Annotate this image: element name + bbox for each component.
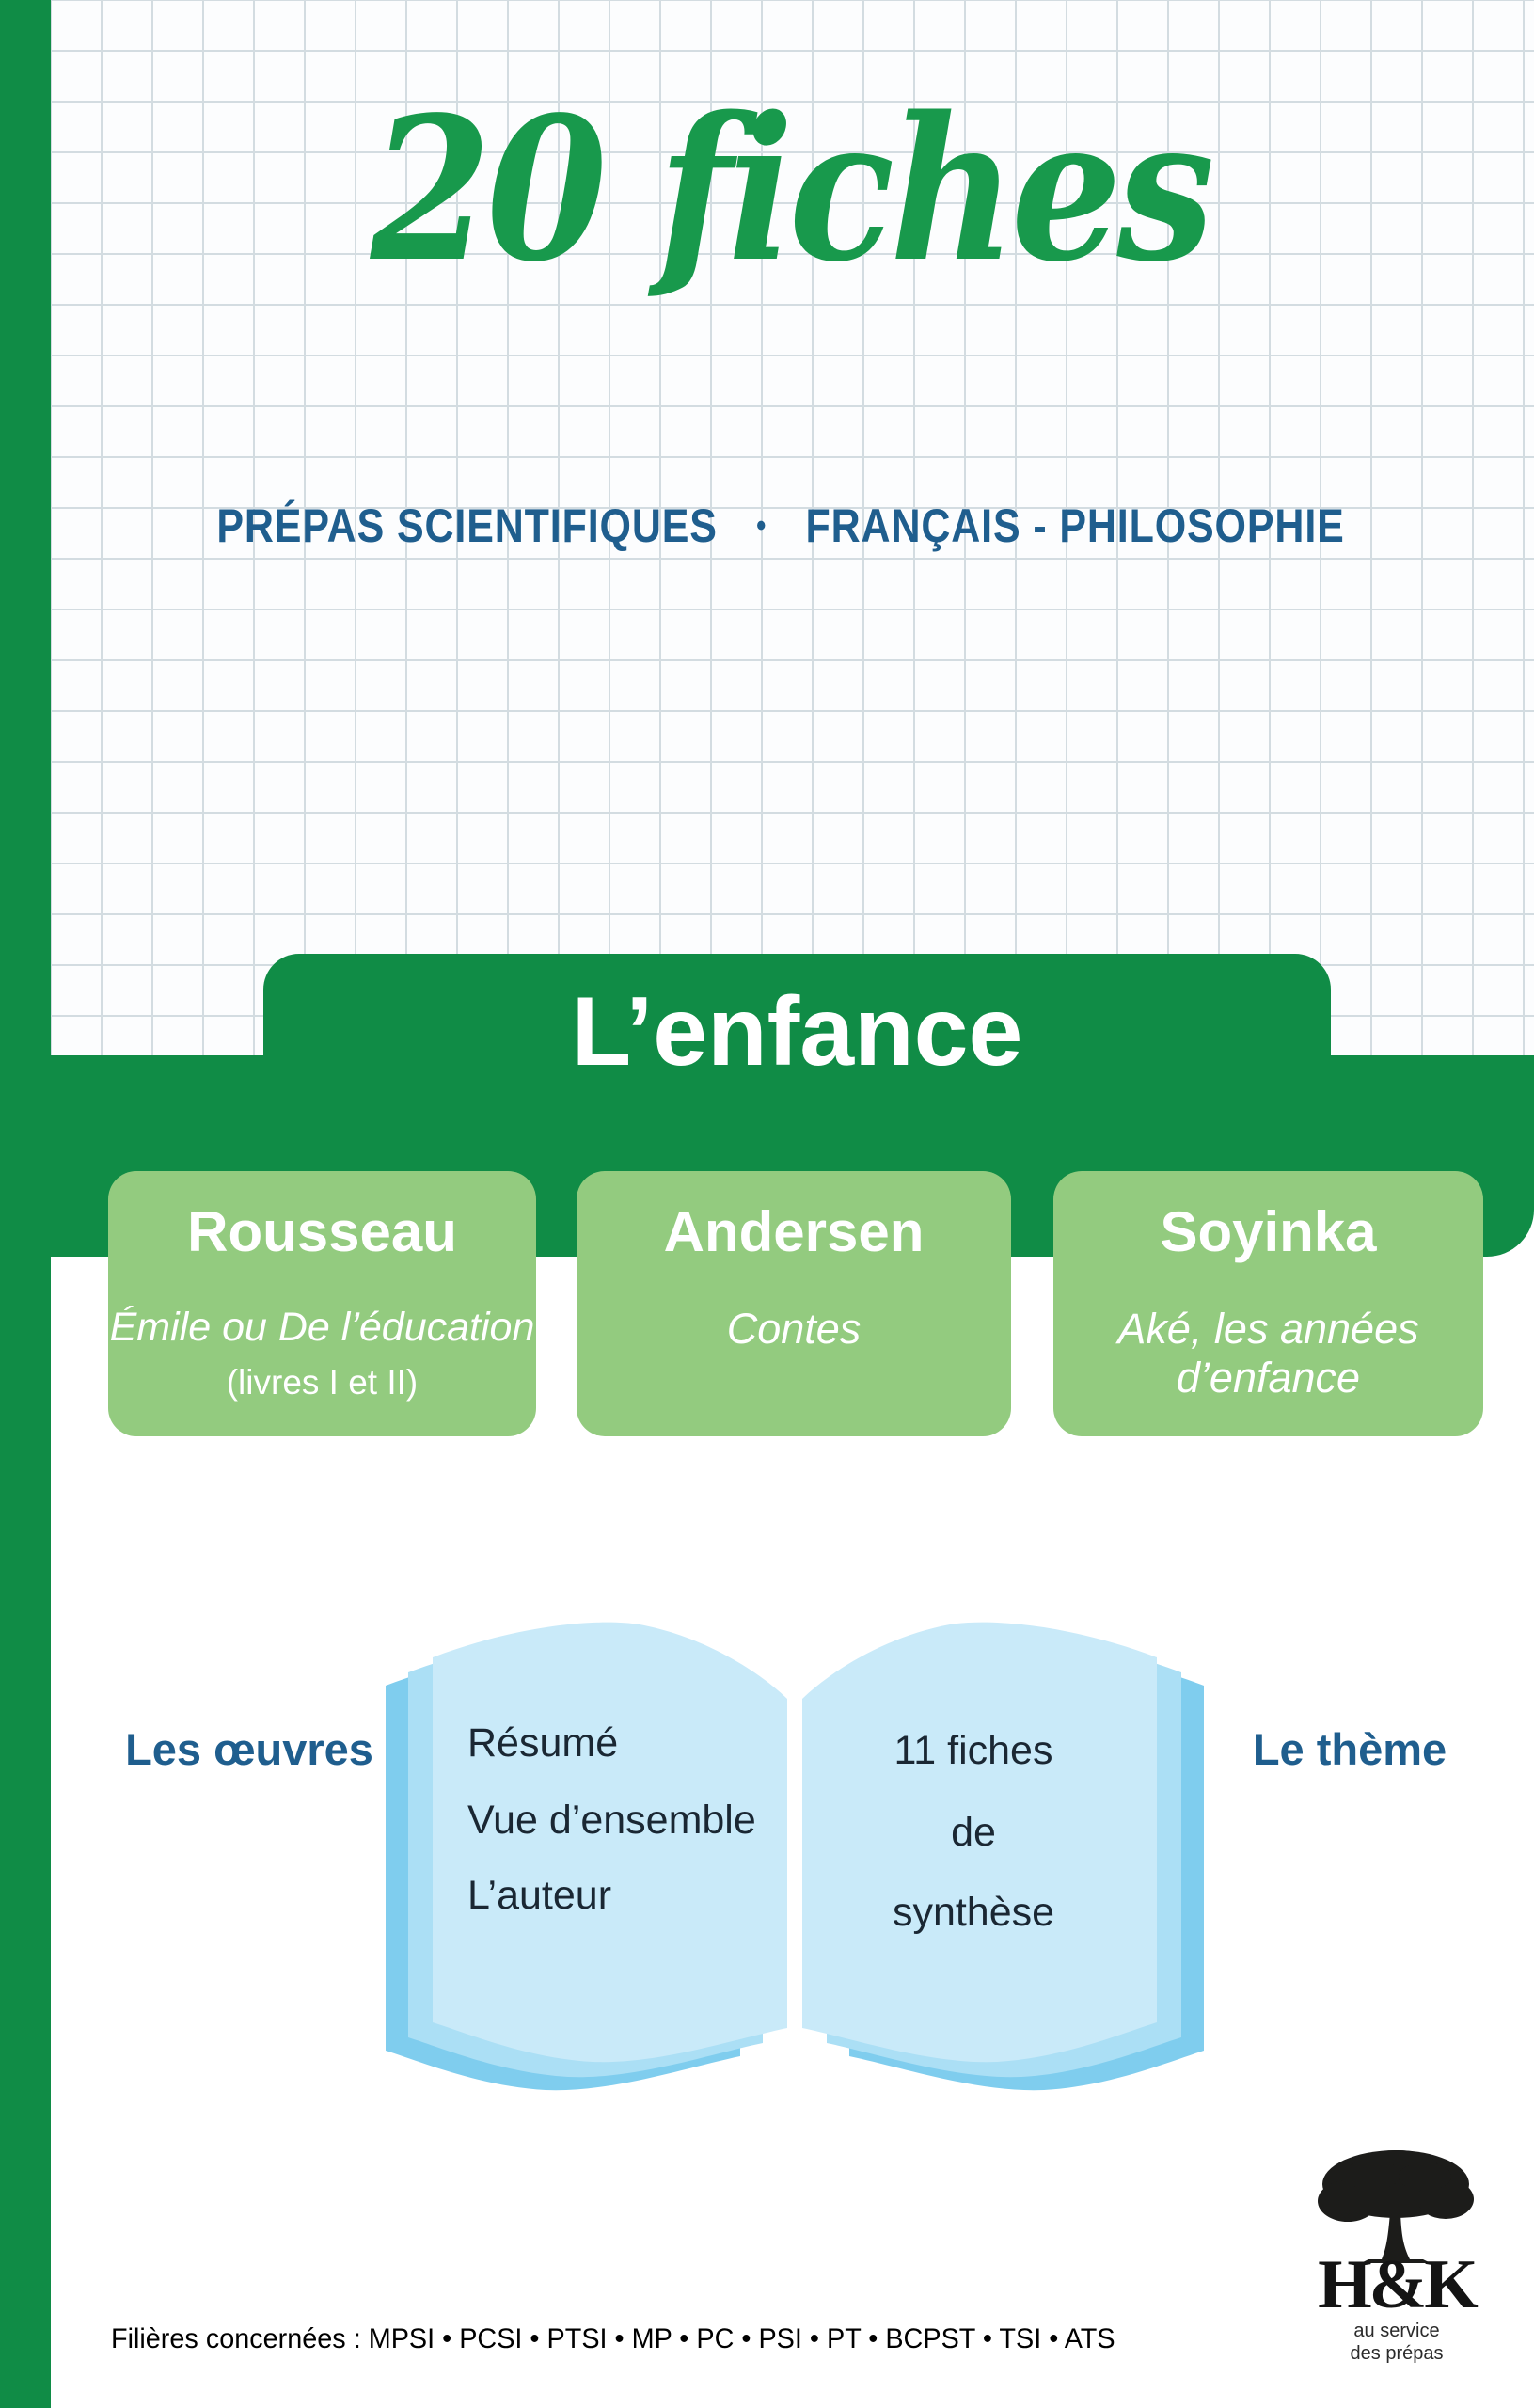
left-page-line: Vue d’ensemble: [467, 1798, 756, 1843]
publisher-tagline-line2: des prépas: [1350, 2343, 1444, 2364]
series-line: [158, 499, 1403, 553]
work-title: Émile ou De l’éducation: [109, 1305, 535, 1350]
right-page-line: synthèse: [892, 1890, 1055, 1935]
work-author: Andersen: [663, 1200, 925, 1263]
right-page-line: de: [951, 1810, 996, 1855]
book-right-page: [802, 1623, 1204, 2091]
publisher-tagline-line1: au service: [1353, 2321, 1440, 2341]
publisher-name: H&K: [1318, 2246, 1476, 2323]
filieres-line: Filières concernées : MPSI • PCSI • PTSI • MP • PC • PSI • PT • BCPST • TSI • ATS: [111, 2323, 1115, 2354]
page-title: 20 fiches: [370, 73, 1210, 306]
bullet-separator-icon: •: [756, 508, 767, 544]
book-left-page: [386, 1623, 787, 2091]
right-page-line: 11 fiches: [894, 1728, 1053, 1773]
work-title: Contes: [726, 1305, 862, 1353]
work-card-rousseau: [108, 1171, 536, 1436]
left-page-line: Résumé: [467, 1720, 619, 1766]
works-label: Les œuvres: [125, 1724, 373, 1774]
theme-label: Le thème: [1252, 1724, 1447, 1774]
work-author: Rousseau: [187, 1200, 457, 1263]
publisher-tagline: [1307, 2320, 1486, 2365]
work-note: (livres I et II): [226, 1363, 419, 1402]
left-edge-stripe: [0, 0, 51, 2408]
open-book-illustration: [339, 1599, 1204, 2126]
theme-title: L’enfance: [571, 977, 1023, 1086]
work-title: Aké, les années d’enfance: [1117, 1305, 1419, 1402]
work-author: Soyinka: [1160, 1200, 1377, 1263]
left-page-line: L’auteur: [467, 1873, 612, 1918]
series-right-label: FRANÇAIS - PHILOSOPHIE: [805, 499, 1345, 552]
work-card-andersen: [577, 1171, 1011, 1436]
work-card-soyinka: [1053, 1171, 1483, 1436]
series-left-label: PRÉPAS SCIENTIFIQUES: [216, 499, 718, 552]
